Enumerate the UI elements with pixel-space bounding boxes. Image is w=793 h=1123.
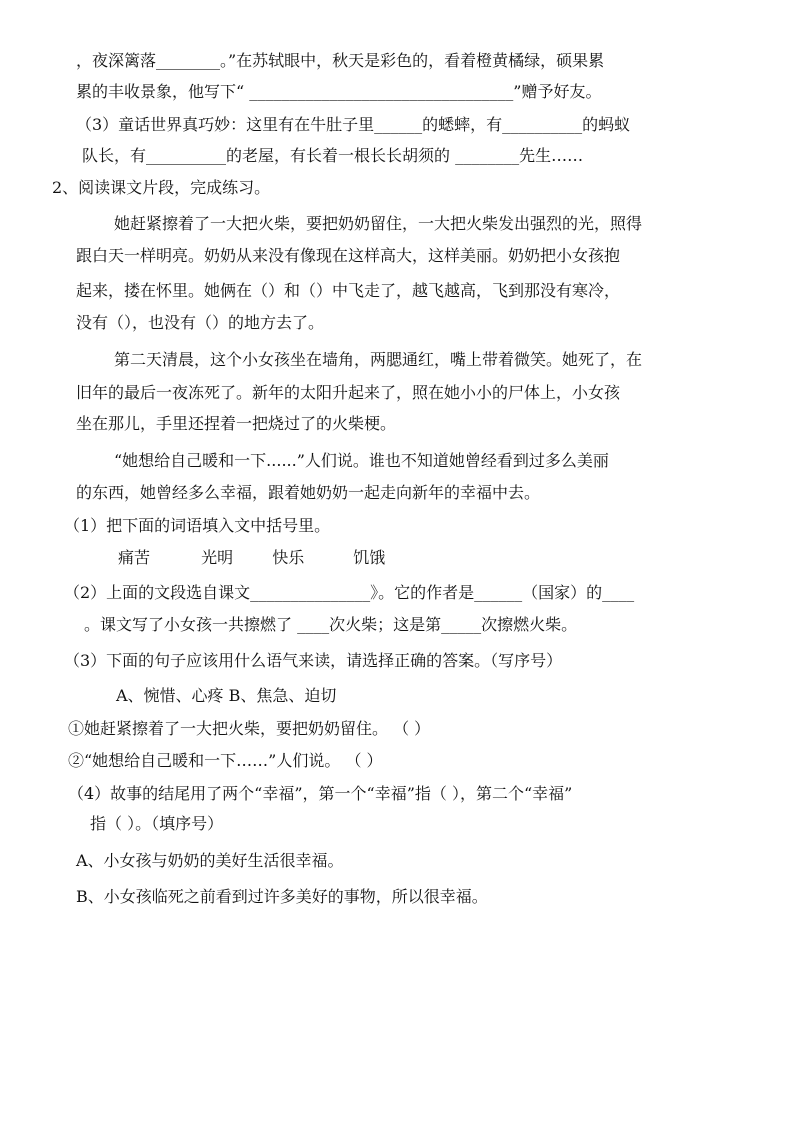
word-option: 光明: [201, 548, 234, 567]
q1-instruction: （1）把下面的词语填入文中括号里。: [64, 516, 331, 535]
word-options: [118, 548, 385, 568]
passage-para-1-line-3: 起来，搂在怀里。她俩在（）和（）中飞走了，越飞越高，飞到那没有寒冷，: [76, 281, 621, 300]
q3-options: A、惋惜、心疼 B、焦急、迫切: [116, 686, 337, 705]
word-option: 快乐: [272, 548, 305, 567]
q3-item-1: ①她赶紧擦着了一大把火柴，要把奶奶留住。 （ ）: [68, 719, 431, 738]
question-3-text-cont: 队长，有__________的老屋，有长着一根长长胡须的 ________先生……: [82, 146, 584, 165]
passage-para-2-line-3: 坐在那儿，手里还捏着一把烧过了的火柴梗。: [76, 414, 397, 433]
passage-para-3-line-2: 的东西，她曾经多么幸福，跟着她奶奶一起走向新年的幸福中去。: [76, 483, 541, 502]
q2-text-cont: 。课文写了小女孩一共擦燃了 ____次火柴；这是第_____次擦燃火柴。: [84, 615, 578, 634]
poem-fill-line-1: ，夜深篱落________。”在苏轼眼中，秋天是彩色的，看着橙黄橘绿，硕果累: [76, 51, 605, 70]
passage-para-1-line-2: 跟白天一样明亮。奶奶从来没有像现在这样高大，这样美丽。奶奶把小女孩抱: [76, 246, 621, 265]
passage-para-2-line-2: 旧年的最后一夜冻死了。新年的太阳升起来了，照在她小小的尸体上，小女孩: [76, 383, 621, 402]
q3-instruction: （3）下面的句子应该用什么语气来读，请选择正确的答案。（写序号）: [64, 651, 563, 670]
section-2-heading: 2、阅读课文片段，完成练习。: [52, 178, 271, 197]
q4-text: （4）故事的结尾用了两个“幸福”，第一个“幸福”指（ ），第二个“幸福”: [68, 784, 573, 803]
passage-para-1-line-4: 没有（），也没有（）的地方去了。: [76, 313, 325, 332]
passage-para-2-line-1: 第二天清晨，这个小女孩坐在墙角，两腮通红，嘴上带着微笑。她死了，在: [114, 350, 643, 369]
q4-option-b: B、小女孩临死之前看到过许多美好的事物，所以很幸福。: [76, 887, 488, 906]
q4-option-a: A、小女孩与奶奶的美好生活很幸福。: [76, 851, 344, 870]
word-option: 饥饿: [353, 548, 386, 567]
q3-item-2: ②“她想给自己暖和一下……”人们说。 （ ）: [68, 751, 383, 770]
word-option: 痛苦: [118, 548, 151, 567]
q4-text-cont: 指（ ）。（填序号）: [90, 814, 224, 833]
passage-para-1-line-1: 她赶紧擦着了一大把火柴，要把奶奶留住，一大把火柴发出强烈的光，照得: [114, 214, 643, 233]
question-3-text: （3）童话世界真巧妙：这里有在牛肚子里______的蟋蟀，有__________的蚂蚁: [76, 115, 631, 134]
poem-fill-line-2: 累的丰收景象，他写下“ _________________________________”赠予好友。: [76, 82, 602, 101]
q2-text: （2）上面的文段选自课文_______________》。它的作者是______（国家）的____: [64, 583, 635, 602]
passage-para-3-line-1: “她想给自己暖和一下......”人们说。谁也不知道她曾经看到过多么美丽: [114, 451, 609, 470]
